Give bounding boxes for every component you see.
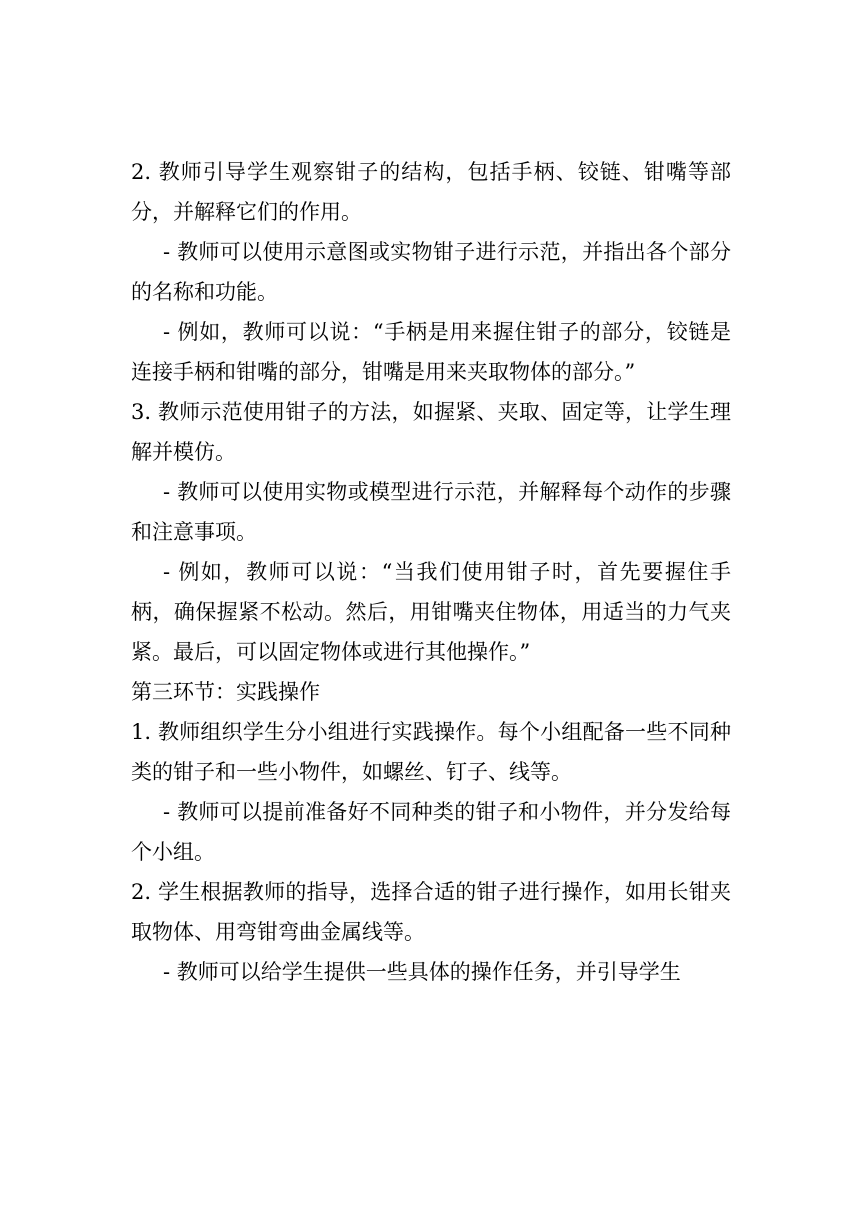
bullet-paragraph-model-demo: - 教师可以使用实物或模型进行示范，并解释每个动作的步骤和注意事项。 <box>131 480 731 544</box>
bullet-paragraph-tasks: - 教师可以给学生提供一些具体的操作任务，并引导学生 <box>163 960 681 984</box>
bullet-paragraph-usage-example: - 例如，教师可以说：“当我们使用钳子时，首先要握住手柄，确保握紧不松动。然后，用钳嘴夹住物体，用适当的力气夹紧。最后，可以固定物体或进行其他操作。” <box>131 560 731 664</box>
document-body <box>131 152 731 992</box>
section-heading-practice: 第三环节：实践操作 <box>131 680 320 704</box>
numbered-paragraph-2-operate: 2. 学生根据教师的指导，选择合适的钳子进行操作，如用长钳夹取物体、用弯钳弯曲金属线等。 <box>131 880 731 944</box>
bullet-paragraph-parts-example: - 例如，教师可以说：“手柄是用来握住钳子的部分，铰链是连接手柄和钳嘴的部分，钳嘴是用来夹取物体的部分。” <box>131 320 731 384</box>
numbered-paragraph-3-usage: 3. 教师示范使用钳子的方法，如握紧、夹取、固定等，让学生理解并模仿。 <box>131 400 731 464</box>
numbered-paragraph-1-groups: 1. 教师组织学生分小组进行实践操作。每个小组配备一些不同种类的钳子和一些小物件，如螺丝、钉子、线等。 <box>131 720 731 784</box>
bullet-paragraph-diagram-demo: - 教师可以使用示意图或实物钳子进行示范，并指出各个部分的名称和功能。 <box>131 240 731 304</box>
bullet-paragraph-prepare-materials: - 教师可以提前准备好不同种类的钳子和小物件，并分发给每个小组。 <box>131 800 731 864</box>
numbered-paragraph-2-structure: 2. 教师引导学生观察钳子的结构，包括手柄、铰链、钳嘴等部分，并解释它们的作用。 <box>131 160 731 224</box>
